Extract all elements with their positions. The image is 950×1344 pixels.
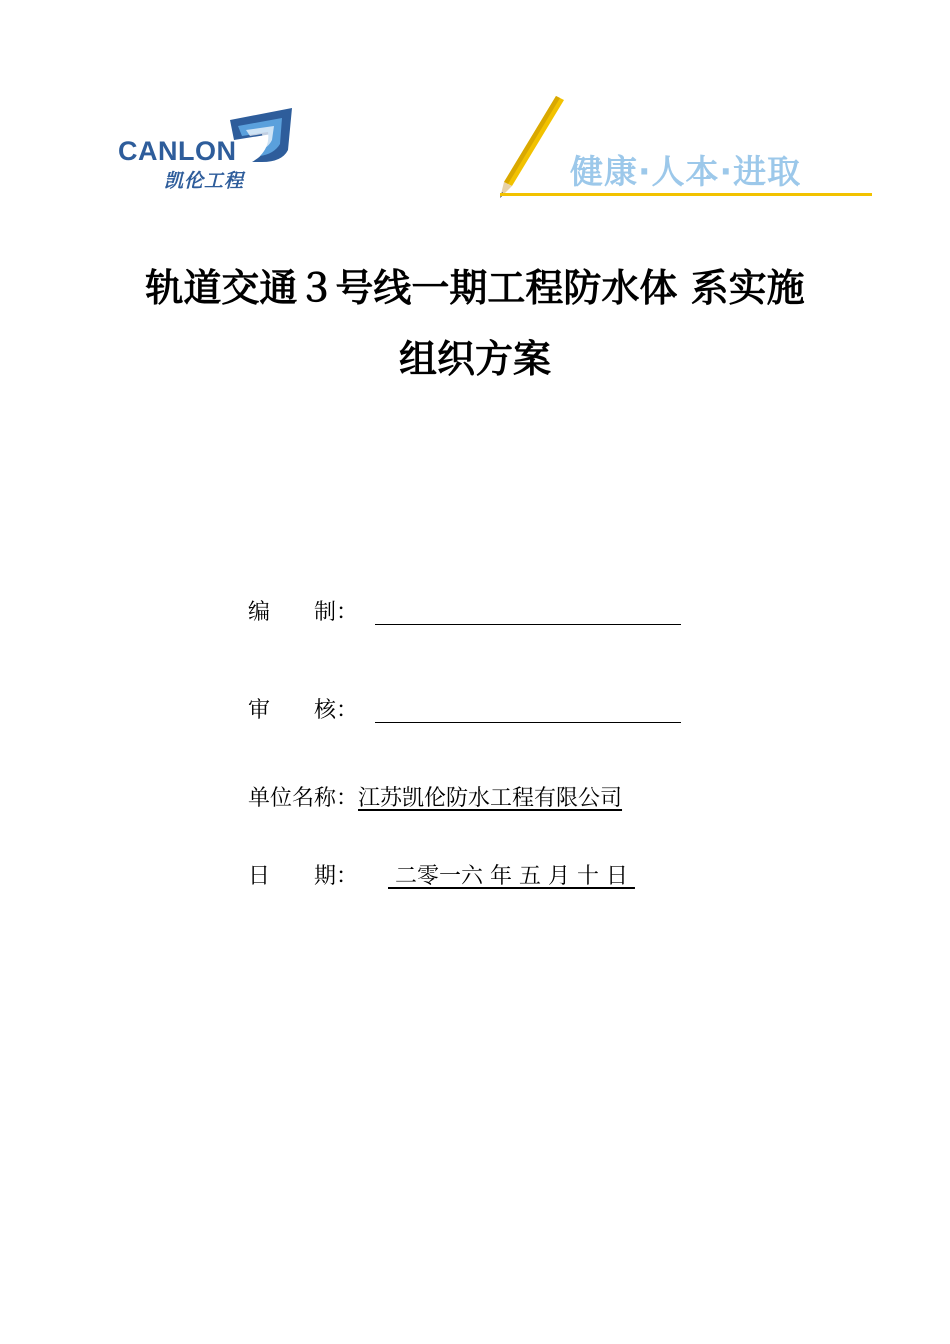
prepared-by-blank-line <box>375 624 681 625</box>
prepared-by-field <box>248 598 358 628</box>
motto-banner <box>494 94 874 200</box>
document-title-line-2: 组织方案 <box>398 336 551 381</box>
document-title-line-1: 轨道交通３号线一期工程防水体 系实施 <box>145 265 805 310</box>
motto-text: 健康·人本·进取 <box>570 152 802 191</box>
date-label: 日 期： <box>248 864 359 889</box>
prepared-by-label: 编 制： <box>248 600 359 625</box>
reviewed-by-blank-line <box>375 722 681 723</box>
logo-brand-cn: 凯伦工程 <box>164 170 245 192</box>
date-value: 二零一六 年 五 月 十 日 <box>388 864 635 889</box>
organization-value: 江苏凯伦防水工程有限公司 <box>358 786 623 811</box>
organization-field <box>248 784 622 814</box>
reviewed-by-field <box>248 696 358 726</box>
organization-label: 单位名称： <box>248 786 359 811</box>
canlon-logo <box>112 100 302 200</box>
logo-brand-en: CANLON <box>118 136 237 166</box>
date-field <box>248 862 635 892</box>
motto-underline <box>500 193 872 196</box>
reviewed-by-label: 审 核： <box>248 698 359 723</box>
